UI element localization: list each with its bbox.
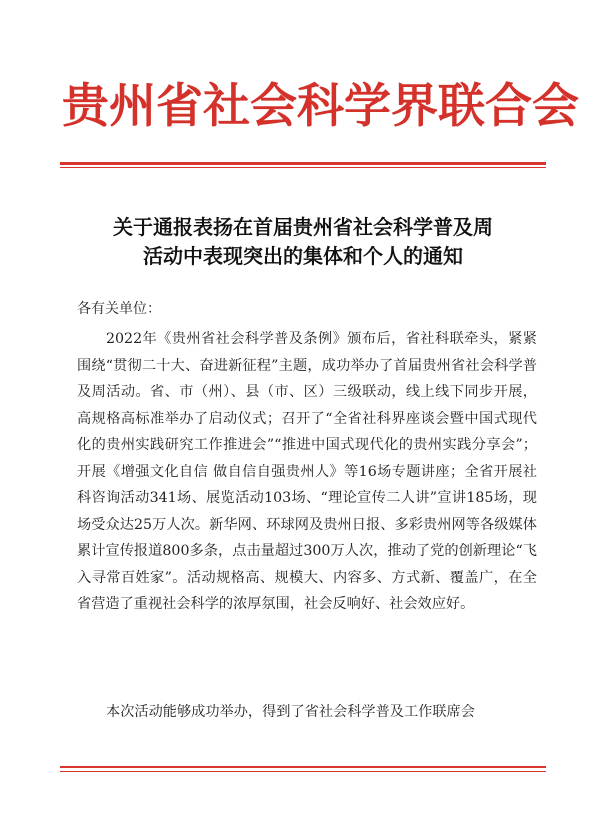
letterhead-rule-bottom [60,167,546,168]
letterhead-org-name: 贵州省社会科学界联合会 [62,79,579,134]
footer-rule-top [60,766,546,768]
footer-rule-bottom [60,771,546,772]
body-paragraph-1: 2022年《贵州省社会科学普及条例》颁布后，省社科联牵头，紧紧围绕“贯彻二十大、奋进新征程”主题，成功举办了首届贵州省社会科学普及周活动。省、市（州）、县（市、区）三级联动，线上线下同步开展，高规格高标准举办了启动仪式；召开了“全省社科界座谈会暨中国式现代化的贵州实践研究工作推进会”“推进中国式现代化的贵州实践分享会”；开展《增强文化自信 做自信自强贵州人》等16场专题讲座；全省开展社科咨询活动341场、展览活动103场、“理论宣传二人讲”宣讲185场，现场受众达25万人次。新华网、环球网及贵州日报、多彩贵州网等各级媒体累计宣传报道800多条，点击量超过300万人次，推动了党的创新理论“飞入寻常百姓家”。活动规格高、规模大、内容多、方式新、覆盖广，在全省营造了重视社会科学的浓厚氛围，社会反响好、社会效应好。 [77,331,537,612]
letterhead-rule-top [60,162,546,165]
salutation: 各有关单位： [77,301,161,317]
document-title-line-1: 关于通报表扬在首届贵州省社会科学普及周 [113,215,493,239]
document-title-line-2: 活动中表现突出的集体和个人的通知 [143,244,463,268]
body-paragraph-2: 本次活动能够成功举办，得到了省社会科学普及工作联席会 [106,704,475,720]
